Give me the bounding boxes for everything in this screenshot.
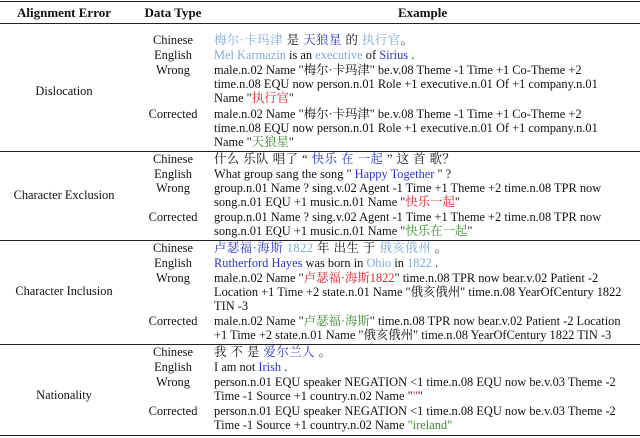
text-span: " [417,389,423,403]
english-example [214,360,287,374]
data-type-label: Chinese [153,152,193,166]
chinese-example [214,152,455,166]
data-type-label: English [154,48,192,62]
text-span: male.n.02 Name "梅尔·卡玛津" be.v.08 Theme -1 Time +1 Co-Theme +2 [214,63,582,77]
bottom-rule [0,435,640,436]
highlighted-span: Ohio [366,256,392,270]
corrected-example-line [214,121,598,135]
text-span: What group sang the song " [214,167,355,181]
highlighted-span: Sirius [379,48,409,62]
corrected-example-line [214,135,294,149]
highlighted-span: 快乐在一起 [405,224,468,238]
text-span: " [288,135,294,149]
text-span: 。 [431,241,448,255]
data-type-label: Chinese [153,345,193,359]
data-type-label: Corrected [148,210,198,224]
wrong-example-line [214,77,598,91]
data-type-label: English [154,256,192,270]
text-span: Location +1 Time +2 state.n.01 Name "俄亥俄州" time.n.08 YearOfCentury 1822 [214,285,622,299]
text-span: Name " [214,91,252,105]
text-span: " ? [434,167,452,181]
group-name: Dislocation [35,84,93,98]
text-span: Time -1 Source +1 country.n.02 Name [214,418,408,432]
highlighted-span: 天狼星 [303,33,342,47]
highlighted-span: 执行官 [251,91,289,105]
data-type-label: Corrected [148,314,198,328]
wrong-example-line [214,91,294,105]
text-span: male.n.02 Name " [214,271,304,285]
text-span: song.n.01 EQU +1 music.n.01 Name " [214,195,406,209]
wrong-example-line [214,389,423,403]
highlighted-span: 天狼星 [251,135,289,149]
text-span: " time.n.08 TPR now bear.v.02 Patient -2 Location [369,314,621,328]
text-span: Time -1 Source +1 country.n.02 Name " [214,389,413,403]
header-example: Example [398,5,448,20]
text-span: Name " [214,135,252,149]
highlighted-span: Happy Together [354,167,435,181]
corrected-example-line [214,210,601,224]
highlighted-span: 爱尔兰人 [263,345,316,359]
text-span: person.n.01 EQU speaker NEGATION <1 time.n.08 EQU now be.v.03 Theme -2 [214,404,616,418]
corrected-example-line [214,328,611,342]
corrected-example-line [214,418,452,432]
top-rule [0,1,640,2]
text-span: in [391,256,408,270]
data-type-label: Wrong [156,271,190,285]
highlighted-span: executive [315,48,363,62]
chinese-example [214,33,414,47]
highlighted-span: 卢瑟福·海斯 [303,314,370,328]
wrong-example-line [214,181,601,195]
text-span: song.n.01 EQU +1 music.n.01 Name " [214,224,406,238]
text-span: . [431,256,439,270]
highlighted-span: 卢瑟福·海斯1822 [303,271,395,285]
text-span: 什么 乐队 唱了 “ [214,152,312,166]
wrong-example-line [214,63,582,77]
text-span: group.n.01 Name ? sing.v.02 Agent -1 Time +1 Theme +2 time.n.08 TPR now [214,210,602,224]
english-example [214,167,451,181]
text-span: 。 [315,345,332,359]
text-span: ” 这 首 歌？ [383,152,456,166]
highlighted-span: "ireland" [407,418,453,432]
text-span: was born in [302,256,367,270]
corrected-example-line [214,107,582,121]
header-rule [0,23,640,24]
text-span: +1 Time +2 state.n.01 Name "俄亥俄州" time.n.08 YearOfCentury 1822 TIN -3 [214,328,612,342]
text-span: time.n.08 EQU now person.n.01 Role +1 executive.n.01 Of +1 company.n.01 [214,77,598,91]
data-type-label: English [154,167,192,181]
text-span: is an [285,48,316,62]
corrected-example-line [214,314,621,328]
group-name: Character Inclusion [15,284,113,298]
data-type-label: Chinese [153,33,193,47]
text-span: male.n.02 Name " [214,314,304,328]
text-span: " time.n.08 TPR now bear.v.02 Patient -2 [394,271,599,285]
highlighted-span: 卢瑟福·海斯 [214,241,284,255]
text-span: " [288,91,294,105]
text-span: person.n.01 EQU speaker NEGATION <1 time.n.08 EQU now be.v.03 Theme -2 [214,375,616,389]
data-type-label: English [154,360,192,374]
wrong-example-line [214,271,598,285]
highlighted-span: 梅尔·卡玛津 [214,33,284,47]
corrected-example-line [214,404,616,418]
text-span: 。 [400,33,414,47]
corrected-example-line [214,224,472,238]
highlighted-span: 俄亥俄州 [379,241,431,255]
text-span: " [467,224,473,238]
text-span: 的 [341,33,362,47]
data-type-label: Chinese [153,241,193,255]
highlighted-span: Irish [258,360,282,374]
highlighted-span: 执行官 [361,33,401,47]
text-span: male.n.02 Name "梅尔·卡玛津" be.v.08 Theme -1 Time +1 Co-Theme +2 [214,107,582,121]
text-span: TIN -3 [214,299,249,313]
highlighted-span: 快乐一起 [405,195,455,209]
wrong-example-line [214,285,621,299]
english-example [214,256,438,270]
highlighted-span: 1822 [407,256,432,270]
group-name: Character Exclusion [13,188,115,202]
wrong-example-line [214,299,248,313]
highlighted-span: Mel Karmazin [214,48,286,62]
highlighted-span: 1822 [286,241,314,255]
chinese-example [214,345,332,359]
group-name: Nationality [36,388,92,402]
data-type-label: Corrected [148,404,198,418]
data-type-label: Wrong [156,375,190,389]
text-span: 是 [283,33,304,47]
header-alignment-error: Alignment Error [17,5,111,20]
chinese-example [214,241,448,255]
highlighted-span: " [412,389,418,403]
data-type-label: Wrong [156,63,190,77]
highlighted-span: Rutherford Hayes [214,256,303,270]
wrong-example-line [214,195,460,209]
header-data-type: Data Type [144,5,202,20]
wrong-example-line [214,375,616,389]
english-example [214,48,414,62]
text-span: " [454,195,460,209]
highlighted-span: 快乐 在 一起 [311,152,384,166]
data-type-label: Wrong [156,181,190,195]
text-span: I am not [214,360,259,374]
text-span: . [408,48,415,62]
text-span: of [362,48,380,62]
text-span: 年 出生 于 [313,241,380,255]
text-span: 我 不 是 [214,345,264,359]
text-span: time.n.08 EQU now person.n.01 Role +1 executive.n.01 Of +1 company.n.01 [214,121,598,135]
text-span: . [281,360,288,374]
text-span: group.n.01 Name ? sing.v.02 Agent -1 Time +1 Theme +2 time.n.08 TPR now [214,181,602,195]
data-type-label: Corrected [148,107,198,121]
